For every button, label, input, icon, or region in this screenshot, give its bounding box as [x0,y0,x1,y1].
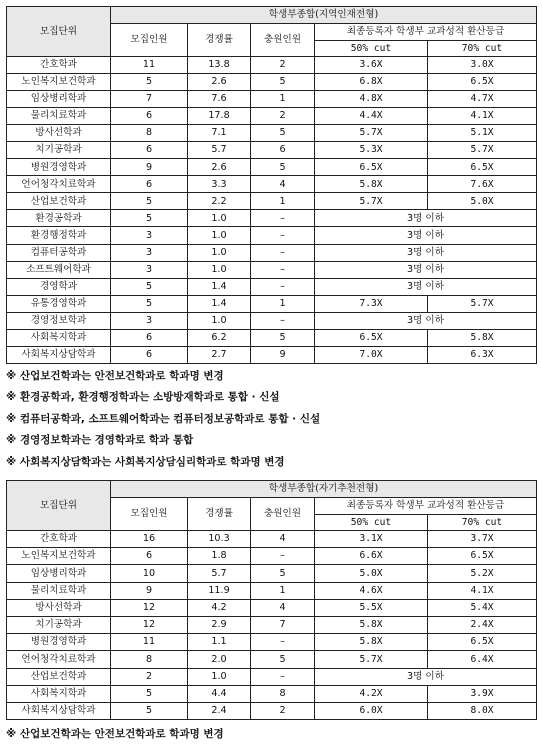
recruit-count: 3 [111,244,188,261]
extra-count: – [251,227,315,244]
dept-name: 병원경영학과 [7,634,111,651]
recruit-count: 9 [111,159,188,176]
competition-ratio: 7.6 [188,91,251,108]
grade-cut50: 4.8X [315,91,428,108]
recruit-count: 6 [111,142,188,159]
table-row [7,329,537,346]
grade-cut50: 5.0X [315,565,428,582]
note-mark: ※ [6,728,17,740]
grade-merged: 3명 이하 [315,278,537,295]
extra-count: – [251,261,315,278]
extra-count: 4 [251,531,315,548]
dept-name: 노인복지보건학과 [7,74,111,91]
table-row [7,346,537,363]
grade-cut50: 4.2X [315,685,428,702]
extra-count: 2 [251,57,315,74]
grade-cut70: 6.5X [428,548,537,565]
extra-count: 1 [251,91,315,108]
table-row [7,210,537,227]
extra-count: – [251,210,315,227]
table-row [7,565,537,582]
table-row [7,142,537,159]
table-row [7,193,537,210]
competition-ratio: 3.3 [188,176,251,193]
dept-name: 환경행정학과 [7,227,111,244]
dept-name: 환경공학과 [7,210,111,227]
grade-cut70: 3.7X [428,531,537,548]
recruit-count: 5 [111,74,188,91]
table-row [7,548,537,565]
competition-ratio: 2.7 [188,346,251,363]
extra-count: 5 [251,329,315,346]
note-text: 사회복지상담학과는 사회복지상담심리학과로 학과명 변경 [20,455,285,468]
recruit-count: 5 [111,278,188,295]
dept-name: 소프트웨어학과 [7,261,111,278]
extra-count: – [251,548,315,565]
extra-count: 4 [251,176,315,193]
competition-ratio: 6.2 [188,329,251,346]
dept-name: 언어청각치료학과 [7,651,111,668]
competition-ratio: 11.9 [188,582,251,599]
note-item [6,409,320,430]
recruit-count: 3 [111,312,188,329]
extra-count: 9 [251,346,315,363]
grade-cut50: 6.0X [315,702,428,719]
competition-ratio: 1.1 [188,634,251,651]
grade-cut50: 6.5X [315,159,428,176]
competition-ratio: 2.2 [188,193,251,210]
competition-ratio: 5.7 [188,565,251,582]
table-row [7,702,537,719]
note-text: 경영정보학과는 경영학과로 학과 통합 [20,434,194,447]
competition-ratio: 2.0 [188,651,251,668]
recruit-count: 12 [111,616,188,633]
extra-count: 5 [251,74,315,91]
header-unit: 모집단위 [7,481,111,531]
grade-merged: 3명 이하 [315,244,537,261]
grade-cut50: 5.3X [315,142,428,159]
recruit-count: 9 [111,582,188,599]
notes-regional [6,366,320,473]
grade-cut70: 4.1X [428,108,537,125]
grade-cut50: 5.8X [315,616,428,633]
grade-cut50: 3.1X [315,531,428,548]
competition-ratio: 2.9 [188,616,251,633]
competition-ratio: 1.0 [188,244,251,261]
grade-cut70: 6.5X [428,74,537,91]
header-cut50: 50% cut [315,515,428,531]
recruit-count: 5 [111,685,188,702]
grade-cut50: 4.6X [315,582,428,599]
recruit-count: 11 [111,57,188,74]
extra-count: 5 [251,651,315,668]
competition-ratio: 13.8 [188,57,251,74]
recruit-count: 16 [111,531,188,548]
grade-cut50: 5.8X [315,634,428,651]
extra-count: 1 [251,582,315,599]
competition-ratio: 7.1 [188,125,251,142]
extra-count: 1 [251,193,315,210]
grade-cut50: 7.3X [315,295,428,312]
note-mark: ※ [6,391,17,404]
competition-ratio: 2.4 [188,702,251,719]
note-mark: ※ [6,370,17,382]
recruit-count: 6 [111,108,188,125]
grade-cut70: 4.1X [428,582,537,599]
extra-count: – [251,278,315,295]
grade-merged: 3명 이하 [315,668,537,685]
note-mark: ※ [6,412,17,425]
table-row [7,651,537,668]
header-ratio: 경쟁률 [188,498,251,531]
competition-ratio: 10.3 [188,531,251,548]
grade-cut70: 5.2X [428,565,537,582]
table-row [7,261,537,278]
table-row [7,227,537,244]
extra-count: – [251,634,315,651]
competition-ratio: 4.2 [188,599,251,616]
grade-cut70: 5.8X [428,329,537,346]
recruit-count: 5 [111,702,188,719]
grade-cut70: 2.4X [428,616,537,633]
notes-self-recommend [6,724,224,745]
grade-cut50: 5.7X [315,125,428,142]
table-row [7,668,537,685]
recruit-count: 2 [111,668,188,685]
dept-name: 간호학과 [7,57,111,74]
table-row [7,616,537,633]
grade-cut70: 4.7X [428,91,537,108]
dept-name: 유통경영학과 [7,295,111,312]
dept-name: 치기공학과 [7,616,111,633]
recruit-count: 6 [111,176,188,193]
grade-cut70: 5.0X [428,193,537,210]
extra-count: 5 [251,159,315,176]
extra-count: 7 [251,616,315,633]
dept-name: 산업보건학과 [7,668,111,685]
dept-name: 사회복지학과 [7,329,111,346]
header-unit: 모집단위 [7,7,111,57]
dept-name: 병원경영학과 [7,159,111,176]
recruit-count: 5 [111,210,188,227]
table-row [7,634,537,651]
note-text: 컴퓨터공학과, 소프트웨어학과는 컴퓨터정보공학과로 통합 · 신설 [20,412,321,425]
recruit-count: 6 [111,548,188,565]
dept-name: 치기공학과 [7,142,111,159]
table-row [7,74,537,91]
extra-count: 8 [251,685,315,702]
competition-ratio: 1.0 [188,227,251,244]
dept-name: 간호학과 [7,531,111,548]
competition-ratio: 1.0 [188,261,251,278]
note-text: 환경공학과, 환경행정학과는 소방방재학과로 통합 · 신설 [20,391,280,404]
note-item [6,366,320,387]
competition-ratio: 1.0 [188,210,251,227]
dept-name: 산업보건학과 [7,193,111,210]
extra-count: 5 [251,125,315,142]
recruit-count: 3 [111,227,188,244]
admission-table-self-recommend [6,480,537,720]
grade-cut50: 6.6X [315,548,428,565]
grade-cut50: 5.7X [315,651,428,668]
header-recruit: 모집인원 [111,498,188,531]
dept-name: 임상병리학과 [7,565,111,582]
competition-ratio: 4.4 [188,685,251,702]
note-text: 산업보건학과는 안전보건학과로 학과명 변경 [20,728,224,740]
note-item [6,724,224,745]
grade-cut50: 7.0X [315,346,428,363]
table-row [7,599,537,616]
header-ratio: 경쟁률 [188,24,251,57]
table-title: 학생부종합(지역인재전형) [111,7,537,24]
extra-count: 1 [251,295,315,312]
competition-ratio: 2.6 [188,74,251,91]
table-row [7,278,537,295]
table-row [7,108,537,125]
dept-name: 경영학과 [7,278,111,295]
grade-cut70: 5.4X [428,599,537,616]
dept-name: 언어청각치료학과 [7,176,111,193]
note-item [6,430,320,451]
recruit-count: 8 [111,651,188,668]
table-row [7,531,537,548]
grade-cut70: 6.5X [428,634,537,651]
extra-count: 6 [251,142,315,159]
grade-cut50: 4.4X [315,108,428,125]
note-item [6,387,320,408]
admission-table-regional [6,6,537,364]
header-row [7,7,537,24]
header-cut70: 70% cut [428,515,537,531]
grade-merged: 3명 이하 [315,312,537,329]
grade-cut70: 6.5X [428,159,537,176]
dept-name: 방사선학과 [7,599,111,616]
header-extra: 충원인원 [251,24,315,57]
table-row [7,244,537,261]
note-item [6,452,320,473]
table-title: 학생부종합(자기추천전형) [111,481,537,498]
competition-ratio: 1.4 [188,278,251,295]
recruit-count: 5 [111,295,188,312]
dept-name: 물리치료학과 [7,108,111,125]
extra-count: 2 [251,108,315,125]
grade-cut50: 3.6X [315,57,428,74]
table-row [7,159,537,176]
competition-ratio: 1.0 [188,668,251,685]
grade-cut50: 5.7X [315,193,428,210]
dept-name: 경영정보학과 [7,312,111,329]
extra-count: – [251,312,315,329]
grade-cut70: 6.3X [428,346,537,363]
table-row [7,582,537,599]
header-row [7,481,537,498]
table-row [7,125,537,142]
dept-name: 사회복지학과 [7,685,111,702]
grade-merged: 3명 이하 [315,261,537,278]
dept-name: 노인복지보건학과 [7,548,111,565]
dept-name: 컴퓨터공학과 [7,244,111,261]
dept-name: 임상병리학과 [7,91,111,108]
dept-name: 사회복지상담학과 [7,702,111,719]
dept-name: 물리치료학과 [7,582,111,599]
extra-count: 4 [251,599,315,616]
recruit-count: 3 [111,261,188,278]
grade-cut70: 3.9X [428,685,537,702]
grade-cut70: 5.7X [428,142,537,159]
grade-cut70: 5.7X [428,295,537,312]
header-extra: 충원인원 [251,498,315,531]
recruit-count: 8 [111,125,188,142]
note-text: 산업보건학과는 안전보건학과로 학과명 변경 [20,370,224,382]
grade-cut70: 3.0X [428,57,537,74]
competition-ratio: 1.0 [188,312,251,329]
competition-ratio: 2.6 [188,159,251,176]
grade-cut70: 8.0X [428,702,537,719]
grade-cut70: 7.6X [428,176,537,193]
table-row [7,685,537,702]
recruit-count: 6 [111,346,188,363]
grade-cut70: 5.1X [428,125,537,142]
recruit-count: 6 [111,329,188,346]
recruit-count: 5 [111,193,188,210]
dept-name: 사회복지상담학과 [7,346,111,363]
header-cut50: 50% cut [315,41,428,57]
table-row [7,312,537,329]
competition-ratio: 1.8 [188,548,251,565]
competition-ratio: 5.7 [188,142,251,159]
grade-cut50: 6.8X [315,74,428,91]
recruit-count: 7 [111,91,188,108]
dept-name: 방사선학과 [7,125,111,142]
table-row [7,295,537,312]
grade-cut50: 5.5X [315,599,428,616]
grade-cut70: 6.4X [428,651,537,668]
note-mark: ※ [6,455,17,468]
header-recruit: 모집인원 [111,24,188,57]
table-row [7,57,537,74]
header-grade: 최종등록자 학생부 교과성적 환산등급 [315,498,537,515]
table-row [7,176,537,193]
header-grade: 최종등록자 학생부 교과성적 환산등급 [315,24,537,41]
recruit-count: 11 [111,634,188,651]
grade-merged: 3명 이하 [315,210,537,227]
extra-count: – [251,668,315,685]
extra-count: – [251,244,315,261]
competition-ratio: 1.4 [188,295,251,312]
extra-count: 2 [251,702,315,719]
note-mark: ※ [6,434,17,447]
extra-count: 5 [251,565,315,582]
grade-cut50: 5.8X [315,176,428,193]
grade-merged: 3명 이하 [315,227,537,244]
grade-cut50: 6.5X [315,329,428,346]
table-row [7,91,537,108]
recruit-count: 12 [111,599,188,616]
competition-ratio: 17.8 [188,108,251,125]
recruit-count: 10 [111,565,188,582]
header-cut70: 70% cut [428,41,537,57]
